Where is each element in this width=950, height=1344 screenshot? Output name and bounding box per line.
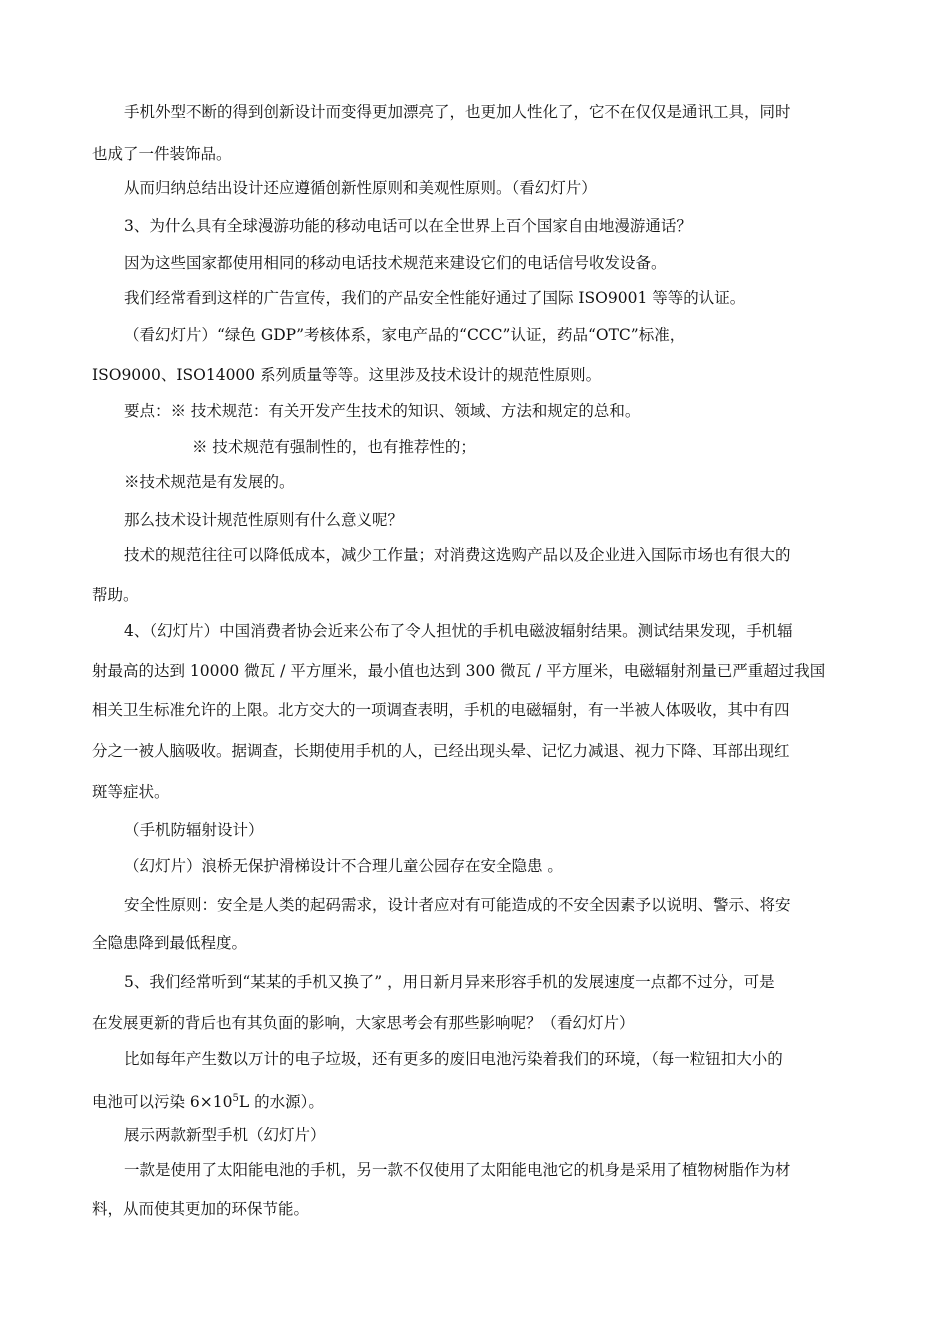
paragraph-line: 展示两款新型手机（幻灯片） xyxy=(124,1126,326,1144)
paragraph-line: 相关卫生标准允许的上限。北方交大的一项调查表明，手机的电磁辐射，有一半被人体吸收，其中有四 xyxy=(92,701,790,719)
paragraph-line: 那么技术设计规范性原则有什么意义呢？ xyxy=(124,511,404,529)
paragraph-line: ※ 技术规范有强制性的，也有推荐性的； xyxy=(192,438,476,456)
paragraph-line: 5、我们经常听到“某某的手机又换了” ，用日新月异来形容手机的发展速度一点都不过分，可是 xyxy=(124,973,775,991)
paragraph-line: 一款是使用了太阳能电池的手机，另一款不仅使用了太阳能电池它的机身是采用了植物树脂作为材 xyxy=(124,1161,791,1179)
paragraph-line: 安全性原则：安全是人类的起码需求，设计者应对有可能造成的不安全因素予以说明、警示、将安 xyxy=(124,896,791,914)
paragraph-line: ※技术规范是有发展的。 xyxy=(124,473,295,491)
paragraph-line: 我们经常看到这样的广告宣传，我们的产品安全性能好通过了国际 ISO9001 等等的认证。 xyxy=(124,289,746,307)
paragraph-line: 4、（幻灯片）中国消费者协会近来公布了令人担忧的手机电磁波辐射结果。测试结果发现，手机辐 xyxy=(124,622,793,640)
formula-text: 电池可以污染 6×10 xyxy=(92,1093,233,1112)
paragraph-line: （幻灯片）浪桥无保护滑梯设计不合理儿童公园存在安全隐患 。 xyxy=(124,857,563,875)
paragraph-line: 3、为什么具有全球漫游功能的移动电话可以在全世界上百个国家自由地漫游通话？ xyxy=(124,217,692,235)
paragraph-line: 射最高的达到 10000 微瓦 / 平方厘米，最小值也达到 300 微瓦 / 平方厘米，电磁辐射剂量已严重超过我国 xyxy=(92,662,826,680)
paragraph-line: 斑等症状。 xyxy=(92,783,170,801)
exponent: 5 xyxy=(232,1093,239,1104)
paragraph-line: 要点：※ 技术规范：有关开发产生技术的知识、领域、方法和规定的总和。 xyxy=(124,402,641,420)
paragraph-line: 料，从而使其更加的环保节能。 xyxy=(92,1200,310,1218)
paragraph-line: 全隐患降到最低程度。 xyxy=(92,934,248,952)
formula-text-end: L 的水源）。 xyxy=(238,1093,324,1112)
paragraph-line: （看幻灯片）“绿色 GDP”考核体系，家电产品的“CCC”认证，药品“OTC”标准， xyxy=(124,326,686,344)
paragraph-line: 比如每年产生数以万计的电子垃圾，还有更多的废旧电池污染着我们的环境，（每一粒钮扣大小的 xyxy=(124,1050,783,1068)
paragraph-line: 分之一被人脑吸收。据调查，长期使用手机的人，已经出现头晕、记忆力减退、视力下降、耳部出现红 xyxy=(92,742,790,760)
paragraph-line: 从而归纳总结出设计还应遵循创新性原则和美观性原则。（看幻灯片） xyxy=(124,179,597,197)
paragraph-line: 在发展更新的背后也有其负面的影响，大家思考会有那些影响呢？（看幻灯片） xyxy=(92,1014,635,1032)
paragraph-line: 帮助。 xyxy=(92,586,139,604)
paragraph-line: ISO9000、ISO14000 系列质量等等。这里涉及技术设计的规范性原则。 xyxy=(92,366,602,384)
paragraph-line: 技术的规范往往可以降低成本，减少工作量；对消费这选购产品以及企业进入国际市场也有很大的 xyxy=(124,546,791,564)
paragraph-line: （手机防辐射设计） xyxy=(124,821,264,839)
paragraph-line xyxy=(92,1088,324,1113)
paragraph-line: 手机外型不断的得到创新设计而变得更加漂亮了，也更加人性化了，它不在仅仅是通讯工具，同时 xyxy=(124,103,791,121)
paragraph-line: 也成了一件装饰品。 xyxy=(92,145,232,163)
paragraph-line: 因为这些国家都使用相同的移动电话技术规范来建设它们的电话信号收发设备。 xyxy=(124,254,667,272)
